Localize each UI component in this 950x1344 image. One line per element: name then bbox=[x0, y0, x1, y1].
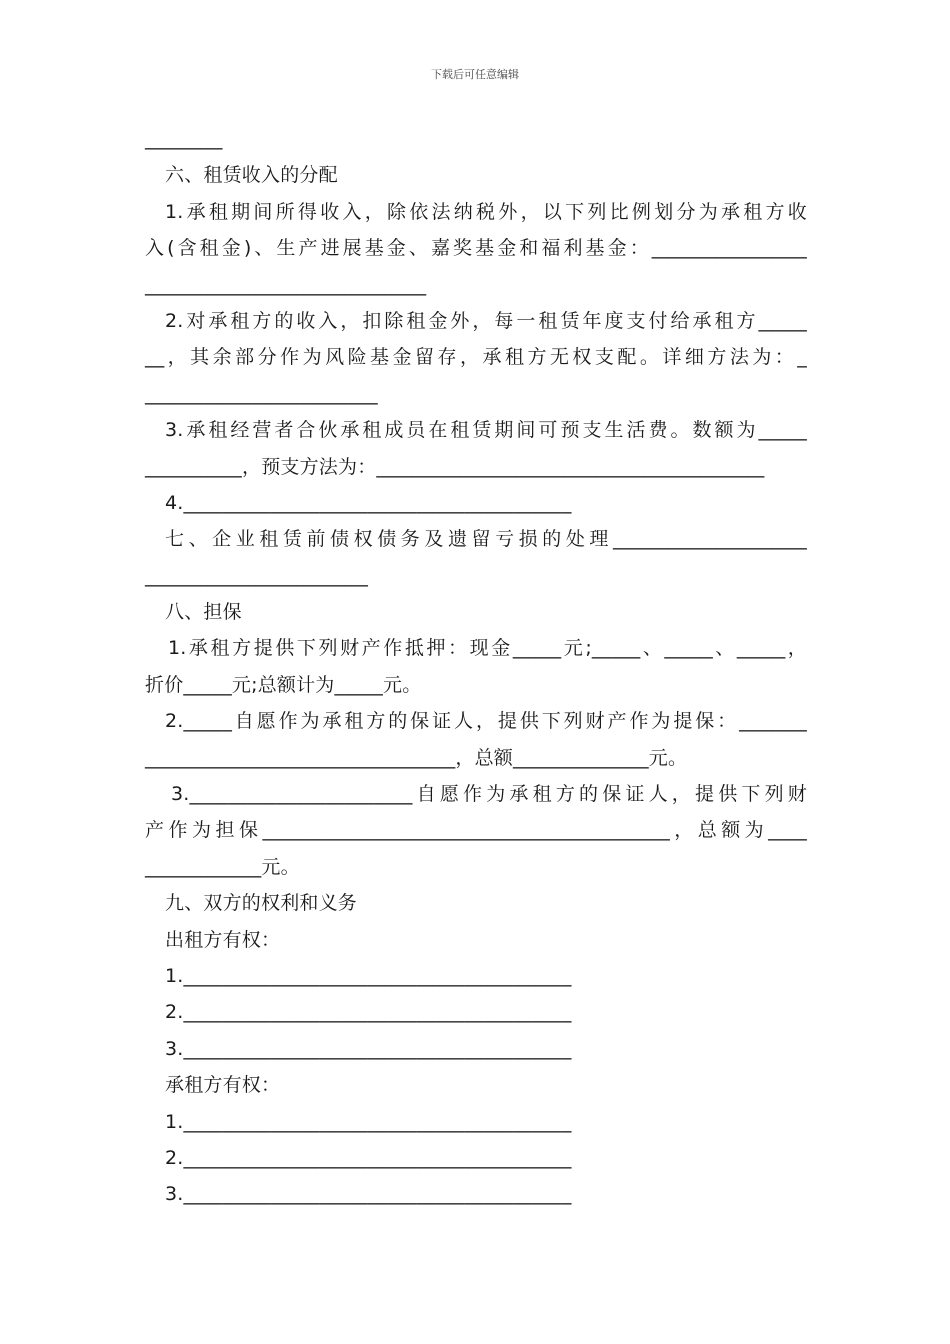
doc-line: 2.________________________________________ bbox=[165, 1146, 572, 1169]
doc-line: 2.________________________________________ bbox=[165, 1001, 572, 1024]
doc-line: 1.________________________________________ bbox=[165, 964, 572, 987]
doc-line: 3._______________________自愿作为承租方的保证人，提供下列财 bbox=[171, 783, 807, 806]
doc-line: _____________________________ bbox=[145, 273, 427, 296]
doc-line: 入(含租金)、生产进展基金、嘉奖基金和福利基金：________________ bbox=[145, 237, 807, 260]
section-heading: 九、双方的权利和义务 bbox=[165, 892, 358, 915]
doc-line: 1.承租方提供下列财产作抵押：现金_____元;_____、_____、_____， bbox=[168, 637, 807, 660]
doc-line: 3.________________________________________ bbox=[165, 1183, 572, 1206]
doc-line: ____________元。 bbox=[145, 855, 300, 878]
doc-line: 产作为担保__________________________________________，总额为____ bbox=[145, 819, 807, 842]
doc-line: 3.________________________________________ bbox=[165, 1037, 572, 1060]
doc-line: 3.承租经营者合伙承租成员在租赁期间可预支生活费。数额为_____ bbox=[165, 419, 807, 442]
doc-line: 1.承租期间所得收入，除依法纳税外，以下列比例划分为承租方收 bbox=[165, 200, 807, 223]
doc-line: 1.________________________________________ bbox=[165, 1110, 572, 1133]
subheading: 出租方有权： bbox=[165, 928, 281, 951]
doc-line: __________，预支方法为：________________________________________ bbox=[145, 455, 765, 478]
doc-line: 4.________________________________________ bbox=[165, 491, 572, 514]
doc-line: ________________________________，总额______________元。 bbox=[145, 746, 688, 769]
doc-line: __，其余部分作为风险基金留存，承租方无权支配。详细方法为：_ bbox=[145, 346, 807, 369]
subheading: 承租方有权： bbox=[165, 1074, 281, 1097]
document-body bbox=[145, 121, 807, 1213]
doc-line: ________ bbox=[145, 128, 223, 150]
section-heading: 七、企业租赁前债权债务及遗留亏损的处理____________________ bbox=[165, 528, 807, 551]
doc-line: 2.对承租方的收入，扣除租金外，每一租赁年度支付给承租方_____ bbox=[165, 309, 807, 332]
page-header: 下载后可任意编辑 bbox=[431, 68, 519, 81]
doc-line: _______________________ bbox=[145, 564, 369, 587]
section-heading: 六、租赁收入的分配 bbox=[165, 164, 338, 187]
doc-line: 2._____自愿作为承租方的保证人，提供下列财产作为提保：_______ bbox=[165, 710, 807, 733]
doc-line: ________________________ bbox=[145, 382, 378, 405]
doc-line: 折价_____元;总额计为_____元。 bbox=[145, 673, 422, 696]
section-heading: 八、担保 bbox=[165, 601, 242, 624]
